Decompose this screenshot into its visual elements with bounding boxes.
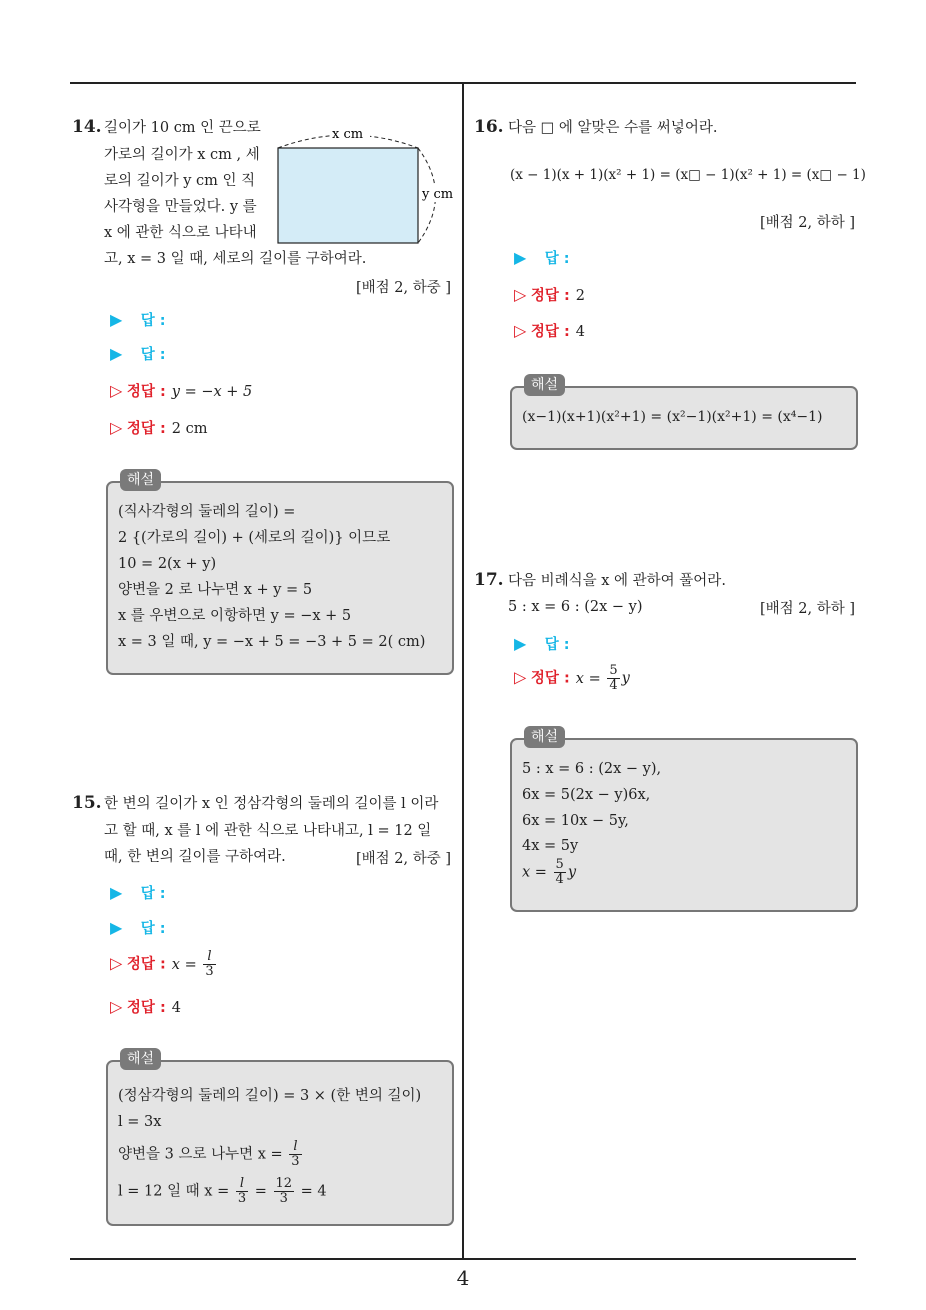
- score-label: [배점 2, 하하 ]: [760, 215, 856, 231]
- question-text-line: 사각형을 만들었다. y 를: [104, 199, 257, 215]
- correct-answer-value: y = −x + 5: [171, 384, 253, 400]
- answer-label: 답 :: [140, 347, 166, 363]
- correct-answer-row: [514, 320, 585, 341]
- correct-answer-value: 2: [575, 288, 586, 304]
- solution-line: (직사각형의 둘레의 길이) =: [118, 504, 296, 520]
- correct-label: 정답 :: [530, 324, 570, 340]
- play-icon: ▶: [110, 344, 123, 363]
- rectangle-shape: [278, 148, 418, 243]
- correct-answer-row: [110, 380, 252, 401]
- solution-tab: 해설: [120, 1048, 161, 1070]
- answer-row: [110, 882, 166, 903]
- top-dimension-label: x cm: [332, 127, 364, 142]
- solution-line: x = $\frac{5}{4}$ y: [522, 857, 577, 887]
- solution-line: 10 = 2(x + y): [118, 556, 217, 572]
- solution-line: l = 3x: [118, 1114, 162, 1130]
- question-number: 14.: [72, 117, 102, 137]
- question-equation: 5 : x = 6 : (2x − y): [508, 599, 643, 615]
- answer-row: [514, 247, 570, 268]
- question-text-line: 로의 길이가 y cm 인 직: [104, 173, 256, 189]
- correct-answer-value: x =: [575, 670, 601, 687]
- solution-line: 2 {(가로의 길이) + (세로의 길이)} 이므로: [118, 530, 391, 546]
- question-number: 15.: [72, 793, 102, 813]
- question-text-line: 다음 □ 에 알맞은 수를 써넣어라.: [508, 120, 718, 136]
- solution-line: 양변을 3 으로 나누면 x = $\frac{l}{3}$: [118, 1139, 300, 1169]
- outline-play-icon: ▷: [110, 381, 123, 400]
- question-text-line: 때, 한 변의 길이를 구하여라.: [104, 849, 286, 865]
- outline-play-icon: ▷: [110, 953, 123, 973]
- correct-label: 정답 :: [126, 384, 166, 400]
- answer-label: 답 :: [140, 886, 166, 902]
- correct-answer-row: [110, 950, 218, 979]
- solution-line: (x−1)(x+1)(x²+1) = (x²−1)(x²+1) = (x⁴−1): [522, 409, 823, 425]
- outline-play-icon: ▷: [514, 321, 527, 340]
- solution-tab: 해설: [120, 469, 161, 491]
- rectangle-figure: [268, 122, 458, 252]
- question-number: 17.: [474, 570, 504, 590]
- correct-answer-value: 4: [575, 324, 586, 340]
- question-equation: (x − 1)(x + 1)(x² + 1) = (x□ − 1)(x² + 1) = (x□ − 1): [510, 167, 866, 183]
- solution-line: l = 12 일 때 x = $\frac{l}{3}$ = $\frac{12}{3}$ = 4: [118, 1176, 327, 1206]
- solution-line: 6x = 5(2x − y)6x,: [522, 787, 651, 803]
- correct-answer-row: [514, 284, 585, 305]
- correct-label: 정답 :: [126, 1000, 166, 1016]
- outline-play-icon: ▷: [514, 285, 527, 304]
- fraction: $\frac{12}{3}$: [275, 1176, 293, 1206]
- outline-play-icon: ▷: [514, 667, 527, 687]
- question-text-line: 한 변의 길이가 x 인 정삼각형의 둘레의 길이를 l 이라: [104, 796, 439, 812]
- correct-answer-row: [110, 996, 181, 1017]
- play-icon: ▶: [110, 918, 123, 937]
- fraction: $\frac{l}{3}$: [291, 1139, 300, 1169]
- correct-answer-row: [110, 417, 208, 438]
- play-icon: ▶: [110, 310, 123, 329]
- answer-label: 답 :: [140, 313, 166, 329]
- answer-label: 답 :: [544, 637, 570, 653]
- correct-label: 정답 :: [126, 421, 166, 437]
- fraction: $\frac{l}{3}$: [205, 949, 214, 979]
- score-label: [배점 2, 하중 ]: [356, 851, 452, 867]
- fraction: $\frac{5}{4}$: [555, 857, 564, 887]
- answer-row: [110, 309, 166, 330]
- fraction: $\frac{l}{3}$: [237, 1176, 247, 1206]
- play-icon: ▶: [514, 634, 527, 653]
- question-text-line: 다음 비례식을 x 에 관하여 풀어라.: [508, 573, 726, 589]
- correct-answer-value: 4: [171, 1000, 182, 1016]
- solution-line: 4x = 5y: [522, 838, 579, 854]
- score-label: [배점 2, 하하 ]: [760, 601, 856, 617]
- question-text-line: 고 할 때, x 를 l 에 관한 식으로 나타내고, l = 12 일: [104, 823, 432, 839]
- fraction: $\frac{5}{4}$: [609, 663, 618, 693]
- answer-label: 답 :: [544, 251, 570, 267]
- solution-line: x 를 우변으로 이항하면 y = −x + 5: [118, 608, 352, 624]
- solution-line: x = 3 일 때, y = −x + 5 = −3 + 5 = 2( cm): [118, 634, 426, 650]
- play-icon: ▶: [110, 883, 123, 902]
- play-icon: ▶: [514, 248, 527, 267]
- answer-row: [514, 633, 570, 654]
- answer-row: [110, 917, 166, 938]
- solution-line: (정삼각형의 둘레의 길이) = 3 × (한 변의 길이): [118, 1088, 422, 1104]
- answer-row: [110, 343, 166, 364]
- answer-label: 답 :: [140, 921, 166, 937]
- question-text-line: 길이가 10 cm 인 끈으로: [104, 120, 261, 136]
- correct-label: 정답 :: [126, 956, 166, 973]
- page-number: 4: [456, 1266, 470, 1290]
- question-text-line: x 에 관한 식으로 나타내: [104, 225, 257, 241]
- correct-answer-value: x =: [171, 956, 197, 973]
- score-label: [배점 2, 하중 ]: [356, 280, 452, 296]
- bottom-rule: [70, 1258, 856, 1260]
- solution-line: 양변을 2 로 나누면 x + y = 5: [118, 582, 313, 598]
- column-divider: [462, 82, 464, 1260]
- outline-play-icon: ▷: [110, 418, 123, 437]
- solution-tab: 해설: [524, 726, 565, 748]
- question-text-line: 가로의 길이가 x cm , 세: [104, 147, 260, 163]
- side-dimension-label: y cm: [422, 187, 454, 202]
- question-text-line: 고, x = 3 일 때, 세로의 길이를 구하여라.: [104, 251, 367, 267]
- solution-line: 6x = 10x − 5y,: [522, 813, 629, 829]
- correct-answer-value: 2 cm: [171, 421, 208, 437]
- correct-label: 정답 :: [530, 670, 570, 687]
- outline-play-icon: ▷: [110, 997, 123, 1016]
- correct-label: 정답 :: [530, 288, 570, 304]
- correct-answer-row: ▷ 정답 : x = $\frac{5}{4}$ y: [514, 663, 630, 693]
- question-number: 16.: [474, 117, 504, 137]
- solution-line: 5 : x = 6 : (2x − y),: [522, 761, 662, 777]
- solution-tab: 해설: [524, 374, 565, 396]
